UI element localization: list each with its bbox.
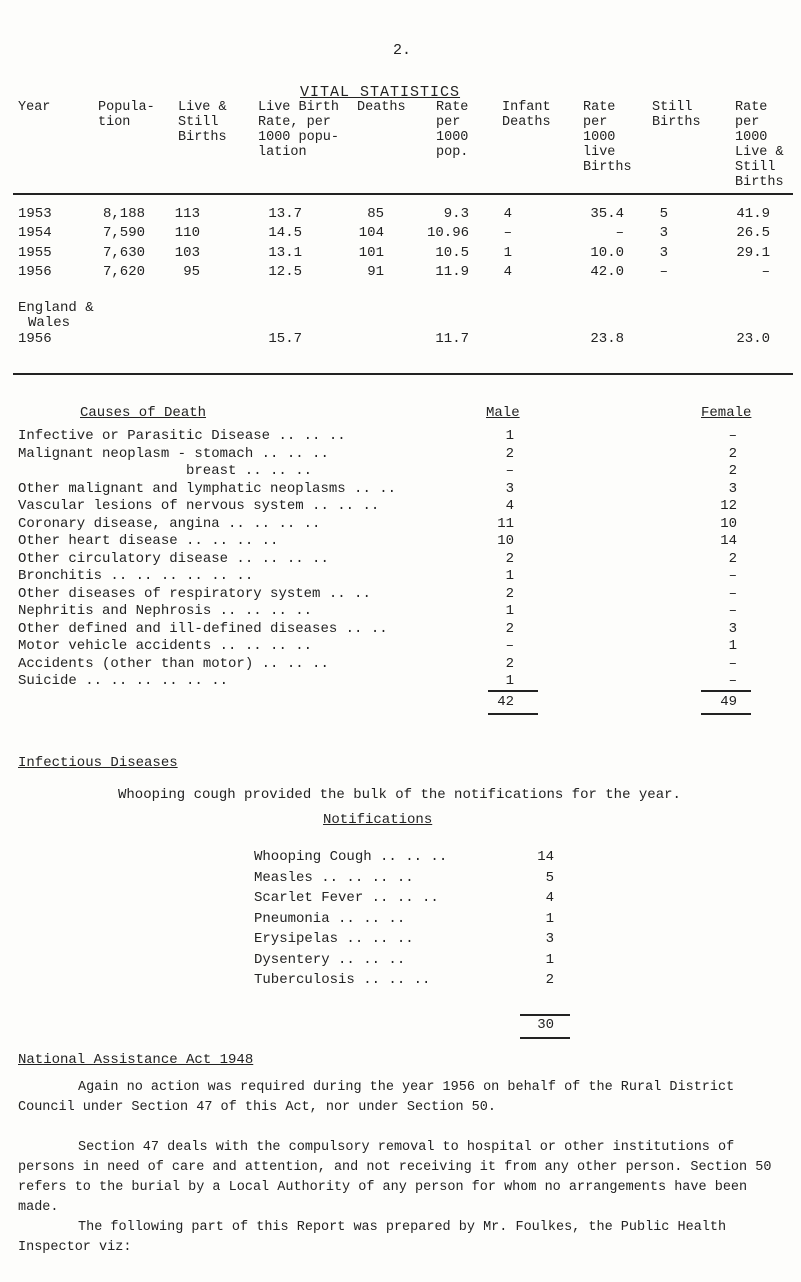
vital-cell: 11.9 <box>435 264 469 280</box>
nat-assist-heading: National Assistance Act 1948 <box>18 1052 254 1068</box>
female-count: 3 <box>728 480 737 497</box>
notification-count: 1 <box>545 951 554 968</box>
vital-cell: 1954 <box>18 225 52 241</box>
vital-cell: 104 <box>358 225 384 241</box>
notif-total-rule <box>520 1014 570 1016</box>
nat-assist-para-3: The following part of this Report was prepared by Mr. Foulkes, the Public Health Inspector viz: <box>18 1220 727 1255</box>
england-cell: 1956 <box>18 331 52 347</box>
male-count: 1 <box>505 568 514 584</box>
male-count: 11 <box>497 515 514 532</box>
cause-label: Other malignant and lymphatic neoplasms .. .. <box>18 480 397 497</box>
male-count: – <box>505 463 514 479</box>
male-count: 2 <box>505 655 514 672</box>
vital-cell: 1955 <box>18 245 52 261</box>
notification-label: Whooping Cough .. .. .. <box>254 849 448 865</box>
col-header-year: Year <box>18 100 51 115</box>
female-count: – <box>728 585 737 602</box>
female-total: 49 <box>720 694 737 710</box>
male-count: 2 <box>505 550 514 567</box>
male-total: 42 <box>497 694 514 710</box>
vital-cell: 10.0 <box>590 245 624 261</box>
vital-cell: 1 <box>503 245 512 261</box>
vital-cell: – <box>503 225 512 241</box>
female-count: 14 <box>720 533 737 549</box>
male-total-rule <box>488 690 538 692</box>
cause-label: Other defined and ill-defined diseases .. .. <box>18 620 388 637</box>
vital-cell: 26.5 <box>736 225 770 241</box>
notifications-heading: Notifications <box>323 812 433 828</box>
vital-cell: 29.1 <box>736 245 770 261</box>
notification-count: 1 <box>545 910 554 927</box>
vital-cell: 8,188 <box>102 206 145 222</box>
vital-cell: 4 <box>503 206 512 222</box>
male-count: 1 <box>505 603 514 619</box>
female-count: – <box>728 673 737 689</box>
male-count: – <box>505 638 514 654</box>
female-count: 2 <box>728 550 737 567</box>
female-count: 3 <box>728 620 737 637</box>
vital-cell: 3 <box>659 245 668 261</box>
cause-label: Nephritis and Nephrosis .. .. .. .. <box>18 603 313 619</box>
vital-cell: – <box>659 264 668 280</box>
vital-cell: 91 <box>367 264 384 280</box>
female-heading: Female <box>701 405 752 421</box>
vital-cell: 7,620 <box>102 264 145 280</box>
female-count: 12 <box>720 498 737 514</box>
male-count: 1 <box>505 673 514 689</box>
vital-cell: 95 <box>183 264 200 280</box>
vital-cell: 13.7 <box>268 206 302 222</box>
notification-count: 2 <box>545 972 554 988</box>
col-header-still-births: Still Births <box>652 100 701 130</box>
female-count: 10 <box>720 515 737 532</box>
nat-assist-para-1: Again no action was required during the year 1956 on behalf of the Rural District Council under Section 47 of this Act, nor under Section 50. <box>18 1080 735 1115</box>
notification-count: 14 <box>537 849 554 865</box>
vital-cell: 7,630 <box>102 245 145 261</box>
female-double-rule <box>701 713 751 715</box>
female-count: – <box>728 655 737 672</box>
col-header-deaths: Deaths <box>357 100 406 115</box>
vital-cell: 1953 <box>18 206 52 222</box>
page-number: 2. <box>393 42 412 59</box>
cause-label: Other circulatory disease .. .. .. .. <box>18 550 329 567</box>
notification-label: Dysentery .. .. .. <box>254 951 406 968</box>
vital-cell: 7,590 <box>102 225 145 241</box>
col-header-infant-deaths: Infant Deaths <box>502 100 551 130</box>
col-header-still-rate: Rate per 1000 Live & Still Births <box>735 100 784 190</box>
cause-label: Infective or Parasitic Disease .. .. .. <box>18 428 346 444</box>
cause-label: Bronchitis .. .. .. .. .. .. <box>18 568 254 584</box>
vital-cell: – <box>615 225 624 241</box>
col-header-death-rate: Rate per 1000 pop. <box>436 100 469 160</box>
female-count: – <box>728 428 737 444</box>
vital-cell: 110 <box>174 225 200 241</box>
female-total-rule <box>701 690 751 692</box>
cause-label: Other diseases of respiratory system .. .. <box>18 585 371 602</box>
england-cell: 23.0 <box>736 331 770 347</box>
cause-label: Vascular lesions of nervous system .. .. .. <box>18 498 380 514</box>
cause-label: Suicide .. .. .. .. .. .. <box>18 673 229 689</box>
male-count: 2 <box>505 620 514 637</box>
vital-cell: 4 <box>503 264 512 280</box>
male-count: 4 <box>505 498 514 514</box>
notification-count: 5 <box>545 869 554 886</box>
notification-label: Erysipelas .. .. .. <box>254 931 414 947</box>
cause-label: Coronary disease, angina .. .. .. .. <box>18 515 321 532</box>
notification-label: Tuberculosis .. .. .. <box>254 972 431 988</box>
vital-cell: 9.3 <box>443 206 469 222</box>
vital-cell: 101 <box>358 245 384 261</box>
causes-heading: Causes of Death <box>80 405 207 421</box>
female-count: – <box>728 568 737 584</box>
male-count: 2 <box>505 585 514 602</box>
vital-cell: 10.5 <box>435 245 469 261</box>
vital-cell: 3 <box>659 225 668 241</box>
notif-double-rule <box>520 1037 570 1039</box>
nat-assist-para-2: Section 47 deals with the compulsory removal to hospital or other institutions of persons in need of care and attention, and not receiving it from any other person. Section 50 refers to the burial by a Local Authority of any person for whom no arrangements have been made. <box>18 1140 772 1215</box>
col-header-births: Live & Still Births <box>178 100 227 145</box>
vital-cell: 14.5 <box>268 225 302 241</box>
female-count: 1 <box>728 638 737 654</box>
vital-cell: 41.9 <box>736 206 770 222</box>
page-title: VITAL STATISTICS <box>300 84 461 101</box>
vital-cell: – <box>761 264 770 280</box>
notification-count: 4 <box>545 890 554 906</box>
infectious-intro: Whooping cough provided the bulk of the notifications for the year. <box>118 787 681 803</box>
vital-cell: 13.1 <box>268 245 302 261</box>
male-count: 10 <box>497 533 514 549</box>
england-cell: 23.8 <box>590 331 624 347</box>
england-cell: 15.7 <box>268 331 302 347</box>
col-header-infant-rate: Rate per 1000 live Births <box>583 100 632 175</box>
cause-label: Motor vehicle accidents .. .. .. .. <box>18 638 313 654</box>
england-cell: 11.7 <box>435 331 469 347</box>
female-count: 2 <box>728 445 737 462</box>
england-label-1: England & <box>18 300 94 316</box>
infectious-heading: Infectious Diseases <box>18 755 178 771</box>
vital-cell: 85 <box>367 206 384 222</box>
vital-cell: 103 <box>174 245 200 261</box>
cause-label: Other heart disease .. .. .. .. <box>18 533 279 549</box>
male-heading: Male <box>486 405 520 421</box>
male-count: 2 <box>505 445 514 462</box>
cause-label: Malignant neoplasm - stomach .. .. .. <box>18 445 329 462</box>
female-count: 2 <box>728 463 737 479</box>
male-count: 3 <box>505 480 514 497</box>
col-header-population: Popula- tion <box>98 100 155 130</box>
vital-cell: 35.4 <box>590 206 624 222</box>
col-header-birth-rate: Live Birth Rate, per 1000 popu- lation <box>258 100 340 160</box>
vital-cell: 42.0 <box>590 264 624 280</box>
notification-label: Pneumonia .. .. .. <box>254 910 406 927</box>
vital-cell: 5 <box>659 206 668 222</box>
vital-cell: 12.5 <box>268 264 302 280</box>
female-count: – <box>728 603 737 619</box>
england-label-2: Wales <box>28 315 71 331</box>
vital-cell: 1956 <box>18 264 52 280</box>
notification-label: Scarlet Fever .. .. .. <box>254 890 439 906</box>
cause-label: Accidents (other than motor) .. .. .. <box>18 655 329 672</box>
notification-label: Measles .. .. .. .. <box>254 869 414 886</box>
male-count: 1 <box>505 428 514 444</box>
notif-total: 30 <box>537 1017 554 1033</box>
vital-cell: 10.96 <box>426 225 469 241</box>
table-bottom-rule <box>13 373 793 375</box>
cause-label: breast .. .. .. <box>186 463 313 479</box>
male-double-rule <box>488 713 538 715</box>
vital-cell: 113 <box>174 206 200 222</box>
header-rule <box>13 193 793 195</box>
notification-count: 3 <box>545 931 554 947</box>
